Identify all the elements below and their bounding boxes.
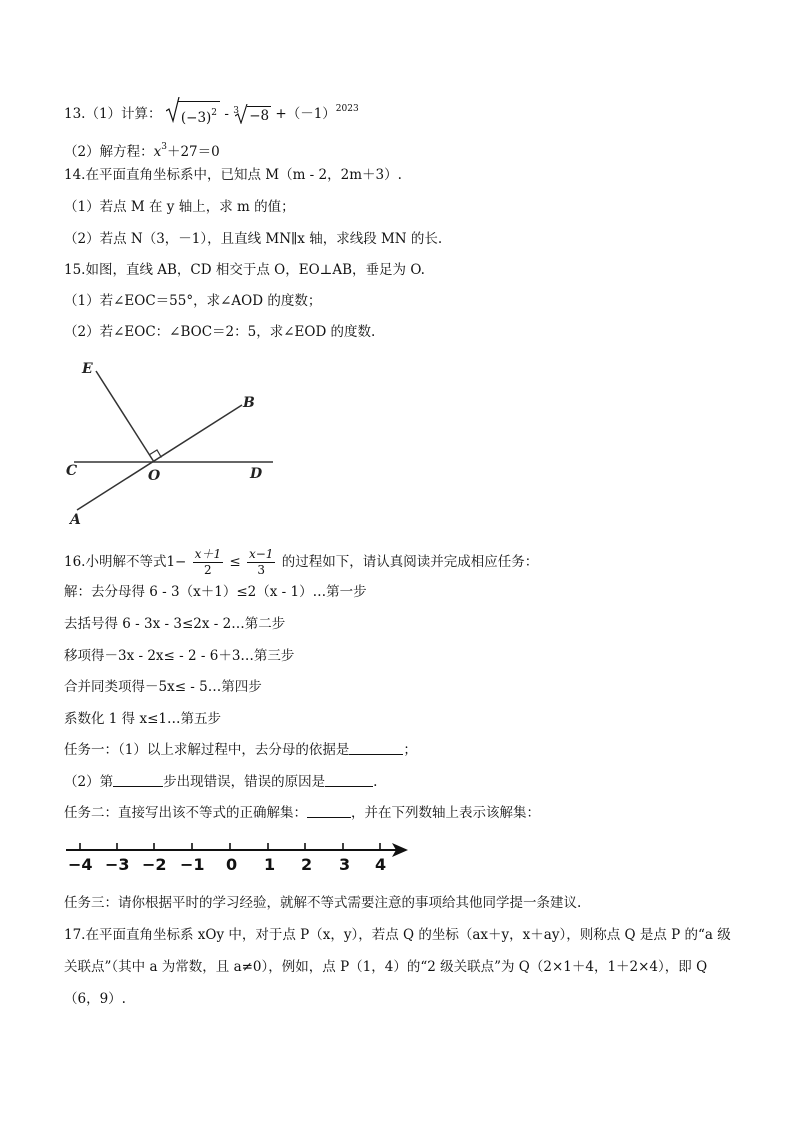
answer-blank-reason[interactable]	[325, 774, 373, 787]
q14-line1: 14.在平面直角坐标系中，已知点 M（m - 2，2m＋3）.	[64, 167, 402, 183]
tick-label-neg1: −1	[180, 855, 205, 874]
q13-line1	[64, 100, 359, 127]
q14-line3: （2）若点 N（3，－1），且直线 MN∥x 轴，求线段 MN 的长.	[64, 231, 443, 247]
line-ab	[77, 405, 242, 510]
fraction-1-denominator: 2	[204, 563, 212, 577]
task1-1-suffix: ；	[403, 742, 417, 758]
tick-label-2: 2	[301, 855, 313, 874]
q13-part2-prefix: （2）解方程：	[64, 144, 154, 160]
q13-tail: +（－1）	[275, 106, 336, 122]
leq-sign: ≤	[229, 554, 241, 570]
tick-label-neg2: −2	[142, 855, 167, 874]
tick-label-neg4: −4	[68, 855, 93, 874]
task1-2-mid: 步出现错误，错误的原因是	[163, 774, 326, 790]
label-c: C	[66, 463, 78, 479]
q16-intro-prefix: 16.小明解不等式1−	[64, 554, 187, 570]
q13-line2	[64, 138, 220, 161]
q16-intro	[64, 547, 538, 578]
cbrt-radicand: −8	[249, 108, 270, 124]
q16-step4: 合并同类项得－5x≤ - 5…第四步	[64, 679, 262, 695]
tick-marks	[80, 843, 380, 850]
number-line	[60, 828, 420, 880]
geometry-lines	[60, 355, 290, 535]
fraction-2-numerator: x−1	[248, 547, 274, 561]
sqrt-expression	[166, 101, 220, 127]
tick-label-1: 1	[264, 855, 276, 874]
label-b: B	[243, 395, 255, 411]
q13-prefix: 13.（1）计算：	[64, 106, 162, 122]
q15-line3: （2）若∠EOC：∠BOC＝2：5，求∠EOD 的度数.	[64, 324, 376, 340]
sqrt-sign-icon	[166, 97, 180, 123]
task1-1-prefix: 任务一：（1）以上求解过程中，去分母的依据是	[64, 742, 350, 758]
task2-suffix: ，并在下列数轴上表示该解集：	[351, 805, 540, 821]
minus-sign: -	[224, 106, 234, 122]
tick-label-neg3: −3	[105, 855, 130, 874]
q16-step5: 系数化 1 得 x≤1…第五步	[64, 711, 221, 727]
fraction-2	[247, 547, 275, 578]
q17-line2: 关联点”（其中 a 为常数，且 a≠0），例如，点 P（1，4）的“2 级关联点”为 Q（2×1＋4，1＋2×4），即 Q	[64, 959, 708, 975]
task1-2-suffix: .	[373, 774, 378, 790]
answer-blank-basis[interactable]	[349, 742, 403, 755]
sqrt-radicand: (−3)	[180, 110, 212, 126]
label-d: D	[250, 466, 263, 482]
q16-task1-1	[64, 741, 417, 759]
q16-step3: 移项得－3x - 2x≤ - 2 - 6＋3…第三步	[64, 648, 295, 664]
tick-label-3: 3	[339, 855, 351, 874]
q17-line3: （6，9）.	[64, 991, 126, 1007]
q17-line1: 17.在平面直角坐标系 xOy 中，对于点 P（x，y），若点 Q 的坐标（ax＋y，x＋ay），则称点 Q 是点 P 的“a 级	[64, 927, 731, 943]
task2-prefix: 任务二：直接写出该不等式的正确解集：	[64, 805, 307, 821]
q13-var-x: x	[153, 144, 162, 160]
label-o: O	[148, 468, 161, 484]
q16-step1: 解：去分母得 6 - 3（x＋1）≤2（x - 1）…第一步	[64, 584, 367, 600]
fraction-1-numerator: x＋1	[194, 547, 222, 561]
q15-line2: （1）若∠EOC＝55°，求∠AOD 的度数；	[64, 293, 322, 309]
cbrt-expression	[233, 106, 271, 125]
fraction-1	[193, 547, 223, 578]
answer-blank-step[interactable]	[113, 774, 163, 787]
task1-2-prefix: （2）第	[64, 774, 114, 790]
q15-line1: 15.如图，直线 AB，CD 相交于点 O，EO⊥AB，垂足为 O.	[64, 262, 425, 278]
q13-tail-exponent: 2023	[335, 104, 359, 114]
cbrt-index: 3	[233, 106, 239, 116]
q16-task3: 任务三：请你根据平时的学习经验，就解不等式需要注意的事项给其他同学提一条建议.	[64, 895, 582, 911]
fraction-2-denominator: 3	[257, 563, 266, 577]
label-a: A	[70, 512, 81, 528]
q16-intro-suffix: 的过程如下，请认真阅读并完成相应任务：	[281, 554, 539, 570]
tick-label-4: 4	[375, 855, 387, 874]
geometry-diagram	[60, 355, 290, 535]
sqrt-exponent: 2	[211, 108, 218, 118]
cbrt-sign-icon	[235, 104, 249, 124]
q13-exp: 3	[161, 142, 167, 152]
label-e: E	[82, 361, 93, 377]
tick-label-0: 0	[226, 855, 238, 874]
q13-part2-rest: ＋27＝0	[166, 144, 220, 160]
q16-task2	[64, 804, 540, 822]
q16-task1-2	[64, 773, 377, 791]
q16-step2: 去括号得 6 - 3x - 3≤2x - 2…第二步	[64, 616, 286, 632]
ray-oe	[96, 371, 154, 462]
answer-blank-solution[interactable]	[307, 805, 351, 818]
q14-line2: （1）若点 M 在 y 轴上，求 m 的值；	[64, 199, 295, 215]
